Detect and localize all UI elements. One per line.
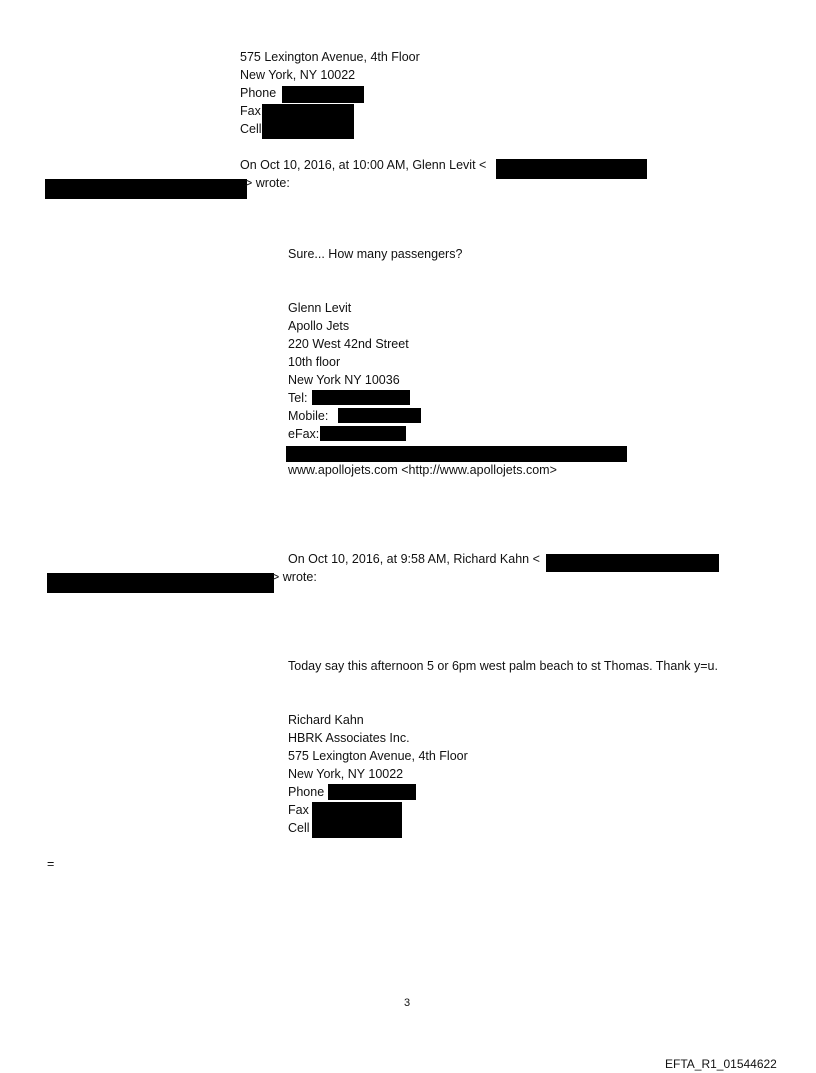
glenn-signature-street: 220 West 42nd Street <box>288 337 409 351</box>
glenn-signature-name: Glenn Levit <box>288 301 352 315</box>
top-address-line-2: New York, NY 10022 <box>240 68 356 82</box>
redaction-richard-email <box>546 554 719 572</box>
glenn-website-link[interactable]: www.apollojets.com <http://www.apollojets.com> <box>288 463 557 477</box>
richard-fax-label: Fax <box>288 803 309 817</box>
quote-wrote-glenn: > wrote: <box>245 176 290 190</box>
richard-signature-address-2: New York, NY 10022 <box>288 767 404 781</box>
richard-signature-name: Richard Kahn <box>288 713 364 727</box>
redaction-glenn-tel <box>312 390 410 405</box>
page-number: 3 <box>404 997 411 1009</box>
redaction-richard-fax <box>312 802 402 820</box>
richard-signature-address-1: 575 Lexington Avenue, 4th Floor <box>288 749 468 763</box>
quote-header-richard: On Oct 10, 2016, at 9:58 AM, Richard Kahn < <box>288 552 540 566</box>
top-fax-label: Fax <box>240 104 261 118</box>
redaction-richard-email-cont <box>47 573 274 593</box>
redaction-glenn-efax <box>320 426 406 441</box>
redaction-richard-cell <box>312 820 402 838</box>
richard-cell-label: Cell <box>288 821 310 835</box>
top-address-line-1: 575 Lexington Avenue, 4th Floor <box>240 50 420 64</box>
glenn-mobile-label: Mobile: <box>288 409 329 423</box>
richard-signature-company: HBRK Associates Inc. <box>288 731 410 745</box>
glenn-signature-city: New York NY 10036 <box>288 373 400 387</box>
glenn-tel-label: Tel: <box>288 391 308 405</box>
top-cell-label: Cell <box>240 122 262 136</box>
redaction-top-cell <box>262 121 354 139</box>
glenn-efax-label: eFax: <box>288 427 320 441</box>
glenn-signature-company: Apollo Jets <box>288 319 350 333</box>
redaction-top-fax <box>262 104 354 121</box>
redaction-richard-phone <box>328 784 416 800</box>
message-body-richard: Today say this afternoon 5 or 6pm west palm beach to st Thomas. Thank y=u. <box>288 659 718 673</box>
richard-phone-label: Phone <box>288 785 325 799</box>
redaction-glenn-email-line <box>286 446 627 462</box>
redaction-glenn-mobile <box>338 408 421 423</box>
message-body-glenn: Sure... How many passengers? <box>288 247 463 261</box>
redaction-glenn-email <box>496 159 647 179</box>
top-phone-label: Phone <box>240 86 277 100</box>
quote-header-glenn: On Oct 10, 2016, at 10:00 AM, Glenn Levit < <box>240 158 487 172</box>
glenn-signature-floor: 10th floor <box>288 355 341 369</box>
document-id: EFTA_R1_01544622 <box>665 1057 777 1071</box>
trailing-equals: = <box>47 857 55 871</box>
redaction-top-phone <box>282 86 364 103</box>
redaction-glenn-email-cont <box>45 179 247 199</box>
quote-wrote-richard: > wrote: <box>272 570 317 584</box>
